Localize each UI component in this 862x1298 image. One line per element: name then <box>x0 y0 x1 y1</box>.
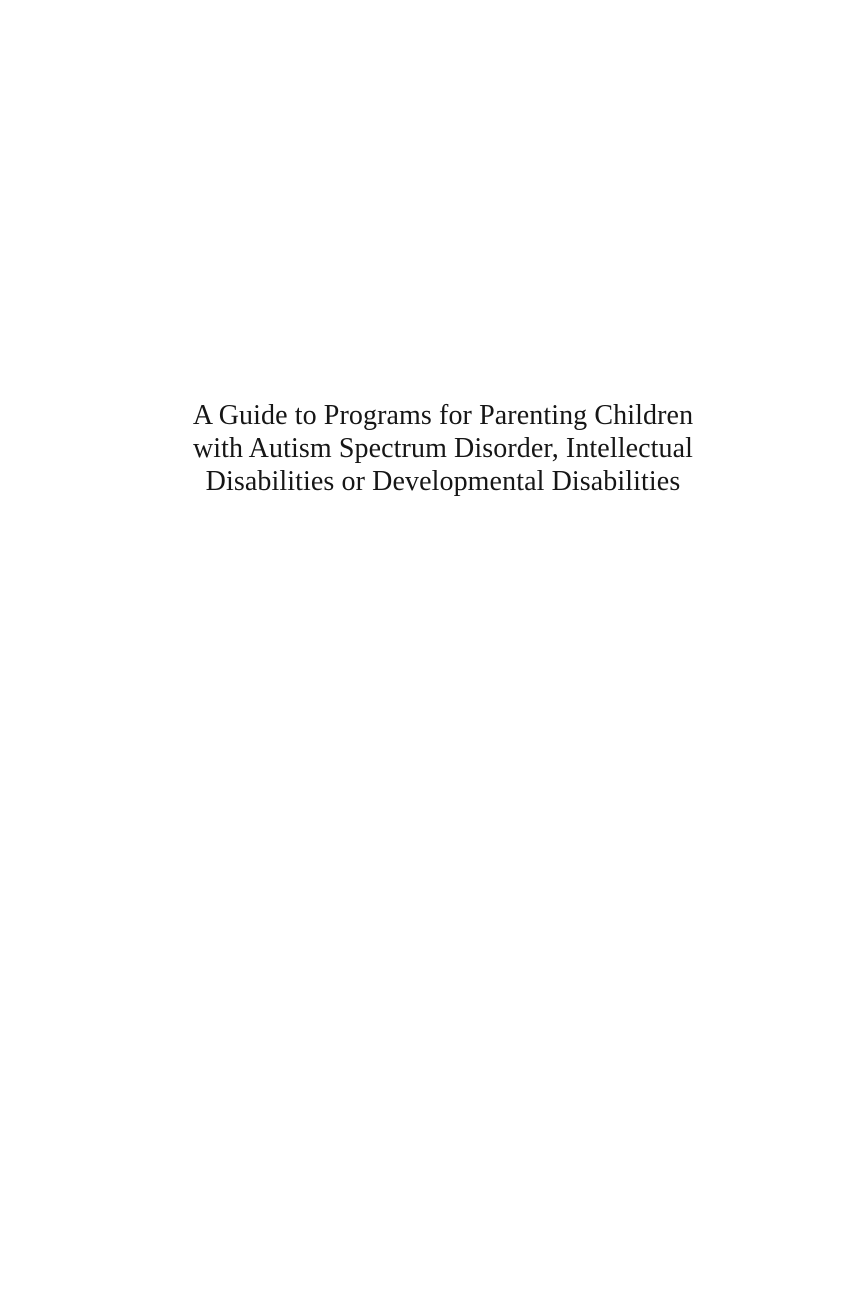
title-line-1: A Guide to Programs for Parenting Children <box>192 400 694 431</box>
title-line-2: with Autism Spectrum Disorder, Intellectual <box>192 433 694 464</box>
title-line-3: Disabilities or Developmental Disabilities <box>205 466 681 497</box>
page-title <box>24 399 862 498</box>
